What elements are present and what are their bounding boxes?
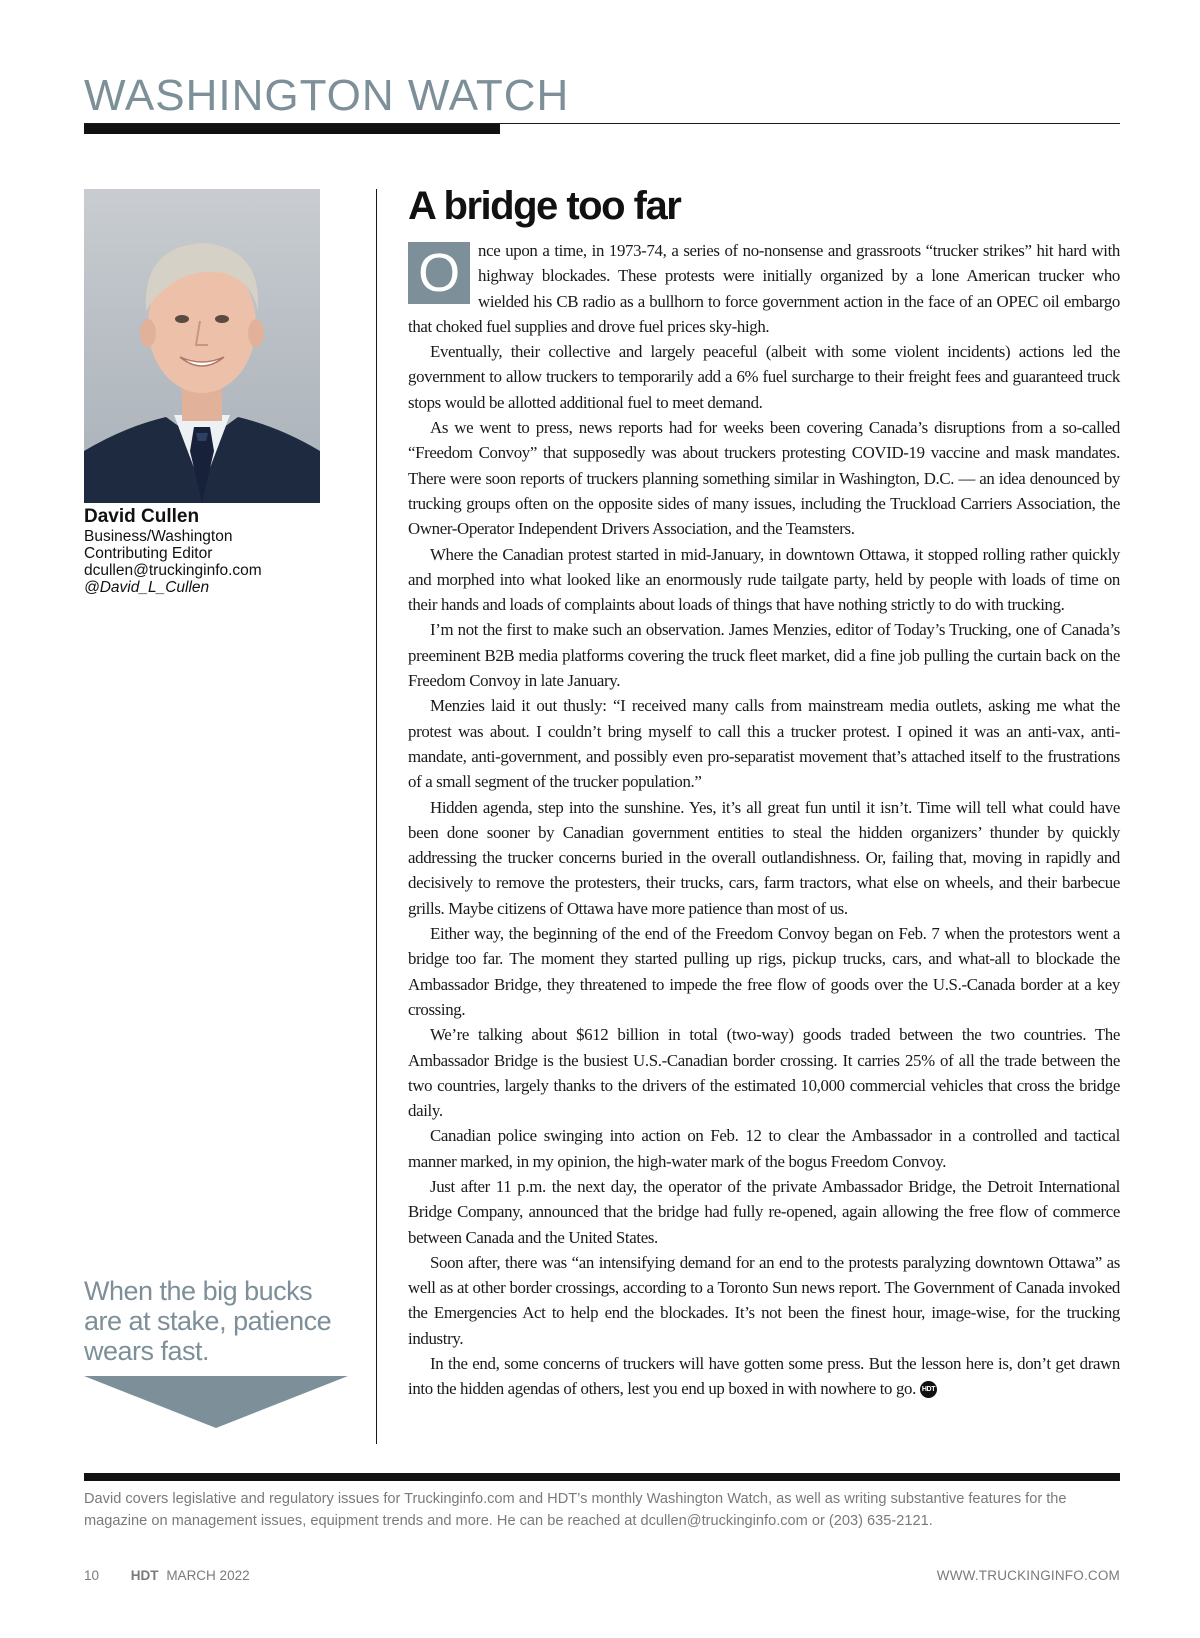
- author-title-2: Contributing Editor: [84, 545, 213, 562]
- magazine-name: HDT: [130, 1568, 159, 1583]
- author-title-1: Business/Washington: [84, 528, 233, 545]
- article-body: [408, 238, 1120, 1402]
- pull-quote: When the big bucks are at stake, patience wears fast.: [84, 1276, 332, 1366]
- article-paragraph: Eventually, their collective and largely peaceful (albeit with some violent incidents) actions led the government to allow truckers to temporarily add a 6% fuel surcharge to their freight fees and guaranteed truck stops would be allotted additional fuel to meet demand.: [408, 342, 1120, 412]
- article-paragraph: [408, 238, 1120, 339]
- article-paragraph: [408, 1351, 1120, 1402]
- footer-rule: [84, 1473, 1120, 1481]
- article-paragraph: As we went to press, news reports had for weeks been covering Canada’s disruptions from a so-called “Freedom Convoy” that supposedly was about truckers protesting COVID-19 vaccine and mask mandates. There were soon reports of truckers planning something similar in Washington, D.C. — an idea denounced by trucking groups often on the opposite sides of many issues, including the Truckload Carriers Association, the Owner-Operator Independent Drivers Association, and the Teamsters.: [408, 418, 1120, 539]
- column-divider: [376, 189, 377, 1444]
- article-paragraph: We’re talking about $612 billion in total (two-way) goods traded between the two countries. The Ambassador Bridge is the busiest U.S.-Canadian border crossing. It carries 25% of all the trade between the two countries, largely thanks to the drivers of the estimated 10,000 commercial vehicles that cross the bridge daily.: [408, 1025, 1120, 1121]
- author-handle[interactable]: @David_L_Cullen: [84, 579, 210, 596]
- issue-date: MARCH 2022: [166, 1568, 250, 1583]
- author-name: David Cullen: [84, 506, 200, 527]
- paragraph-text: nce upon a time, in 1973-74, a series of no-nonsense and grassroots “trucker strikes” hit hard with highway blockades. These protests were initially organized by a lone American trucker who wielded his CB radio as a bullhorn to force government action in the face of an OPEC oil embargo that choked fuel supplies and drove fuel prices sky-high.: [408, 241, 1120, 336]
- pull-quote-arrow-icon: [84, 1376, 348, 1428]
- article-paragraph: Either way, the beginning of the end of the Freedom Convoy began on Feb. 7 when the protestors went a bridge too far. The moment they started pulling up rigs, pickup trucks, cars, and what-all to blockade the Ambassador Bridge, they threatened to impede the free flow of goods over the U.S.-Canada border at a key crossing.: [408, 924, 1120, 1019]
- author-bio: David covers legislative and regulatory issues for Truckinginfo.com and HDT’s monthly Washington Watch, as well as writing substantive features for the magazine on management issues, equipment trends and more. He can be reached at dcullen@truckinginfo.com or (203) 635-2121.: [84, 1491, 1067, 1529]
- article-paragraph: Soon after, there was “an intensifying demand for an end to the protests paralyzing downtown Ottawa” as well as at other border crossings, according to a Toronto Sun news report. The Government of Canada invoked the Emergencies Act to help end the blockades. It’s not been the finest hour, image-wise, for the trucking industry.: [408, 1252, 1120, 1348]
- article-paragraph: Just after 11 p.m. the next day, the operator of the private Ambassador Bridge, the Detroit International Bridge Company, announced that the bridge had fully re-opened, again allowing the free flow of commerce between Canada and the United States.: [408, 1176, 1120, 1247]
- article-paragraph: Menzies laid it out thusly: “I received many calls from mainstream media outlets, asking me what the protest was about. I couldn’t bring myself to call this a trucker protest. I opined it was an anti-vax, anti-mandate, anti-government, and possibly even pro-separatist movement that’s attached itself to the frustrations of a small segment of the trucker population.”: [408, 696, 1120, 792]
- author-photo: [84, 189, 320, 503]
- paragraph-text: In the end, some concerns of truckers will have gotten some press. But the lesson here is, don’t get drawn into the hidden agendas of others, lest you end up boxed in with nowhere to go.: [408, 1354, 1120, 1399]
- article-paragraph: Where the Canadian protest started in mid-January, in downtown Ottawa, it stopped rolling rather quickly and morphed into what looked like an enormously rude tailgate party, held by people with loads of time on their hands and loads of complaints about loads of things that have nothing strictly to do with trucking.: [408, 544, 1120, 615]
- folio: [84, 1568, 250, 1583]
- section-title: WASHINGTON WATCH: [84, 71, 570, 120]
- article-headline: A bridge too far: [408, 184, 681, 228]
- hdt-end-mark-icon: HDT: [920, 1381, 937, 1398]
- website-link[interactable]: WWW.TRUCKINGINFO.COM: [936, 1568, 1120, 1583]
- drop-cap: O: [408, 242, 470, 304]
- article-paragraph: Canadian police swinging into action on Feb. 12 to clear the Ambassador in a controlled and tactical manner marked, in my opinion, the high-water mark of the bogus Freedom Convoy.: [408, 1126, 1120, 1171]
- header-rule-accent: [84, 124, 500, 134]
- page-number: 10: [84, 1568, 100, 1583]
- article-paragraph: Hidden agenda, step into the sunshine. Yes, it’s all great fun until it isn’t. Time will tell what could have been done sooner by Canadian government entities to steal the hidden organizers’ thunder by quickly addressing the trucker concerns buried in the overall outlandishness. Or, failing that, moving in rapidly and decisively to remove the protesters, their trucks, cars, farm tractors, what else on wheels, and their barbecue grills. Maybe citizens of Ottawa have more patience than most of us.: [408, 797, 1120, 918]
- author-email[interactable]: dcullen@truckinginfo.com: [84, 562, 262, 579]
- article-paragraph: I’m not the first to make such an observation. James Menzies, editor of Today’s Trucking, one of Canada’s preeminent B2B media platforms covering the truck fleet market, did a fine job pulling the curtain back on the Freedom Convoy in late January.: [408, 620, 1120, 691]
- author-info: [84, 506, 262, 596]
